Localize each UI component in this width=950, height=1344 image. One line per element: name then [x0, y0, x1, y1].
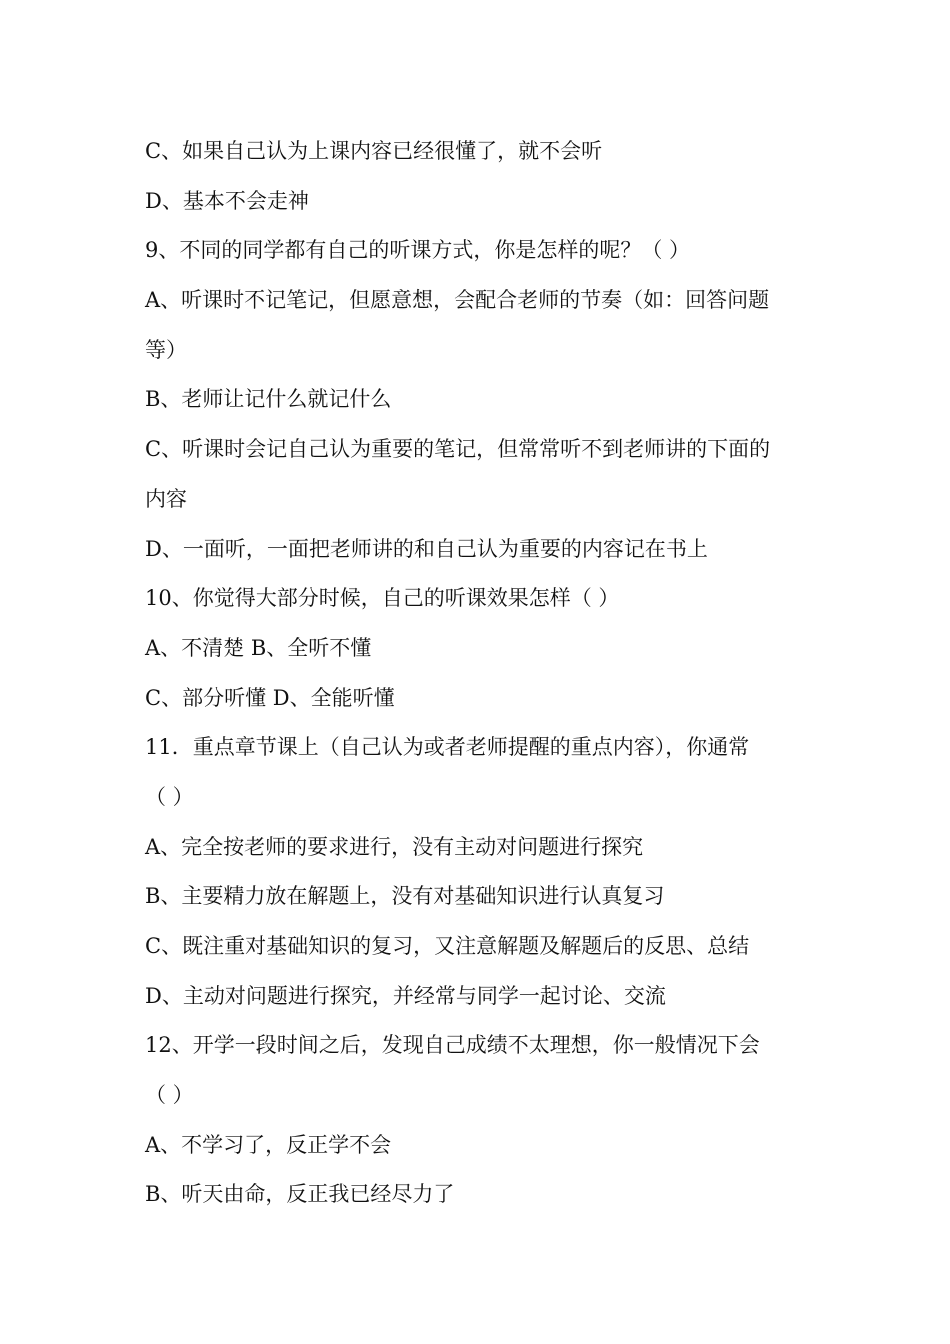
- text-line: C、部分听懂 D、全能听懂: [145, 685, 395, 710]
- text-line: （ ）: [145, 784, 194, 809]
- text-line: B、主要精力放在解题上，没有对基础知识进行认真复习: [145, 884, 665, 909]
- question-10: 10、你觉得大部分时候，自己的听课效果怎样（ ）: [145, 586, 620, 611]
- text-line: A、听课时不记笔记，但愿意想，会配合老师的节奏（如：回答问题: [145, 288, 770, 313]
- text-line: D、一面听，一面把老师讲的和自己认为重要的内容记在书上: [145, 536, 708, 561]
- questionnaire-text: [145, 133, 845, 1226]
- text-line: A、不学习了，反正学不会: [145, 1132, 392, 1157]
- text-line: C、如果自己认为上课内容已经很懂了，就不会听: [145, 139, 603, 163]
- text-line: A、完全按老师的要求进行，没有主动对问题进行探究: [145, 834, 644, 859]
- question-12: 12、开学一段时间之后，发现自己成绩不太理想，你一般情况下会: [145, 1033, 760, 1058]
- text-line: （ ）: [145, 1083, 194, 1108]
- question-11: 11．重点章节课上（自己认为或者老师提醒的重点内容），你通常: [145, 735, 750, 760]
- text-line: C、既注重对基础知识的复习，又注意解题及解题后的反思、总结: [145, 934, 750, 958]
- question-9: 9、不同的同学都有自己的听课方式，你是怎样的呢？（ ）: [145, 238, 691, 263]
- text-line: B、老师让记什么就记什么: [145, 387, 392, 412]
- text-line: C、听课时会记自己认为重要的笔记，但常常听不到老师讲的下面的: [145, 437, 771, 462]
- text-line: D、主动对问题进行探究，并经常与同学一起讨论、交流: [145, 983, 666, 1008]
- text-line: 等）: [145, 337, 187, 362]
- text-line: A、不清楚 B、全听不懂: [145, 635, 372, 660]
- text-line: B、听天由命，反正我已经尽力了: [145, 1182, 455, 1207]
- text-line: 内容: [145, 486, 187, 511]
- text-line: D、基本不会走神: [145, 188, 309, 213]
